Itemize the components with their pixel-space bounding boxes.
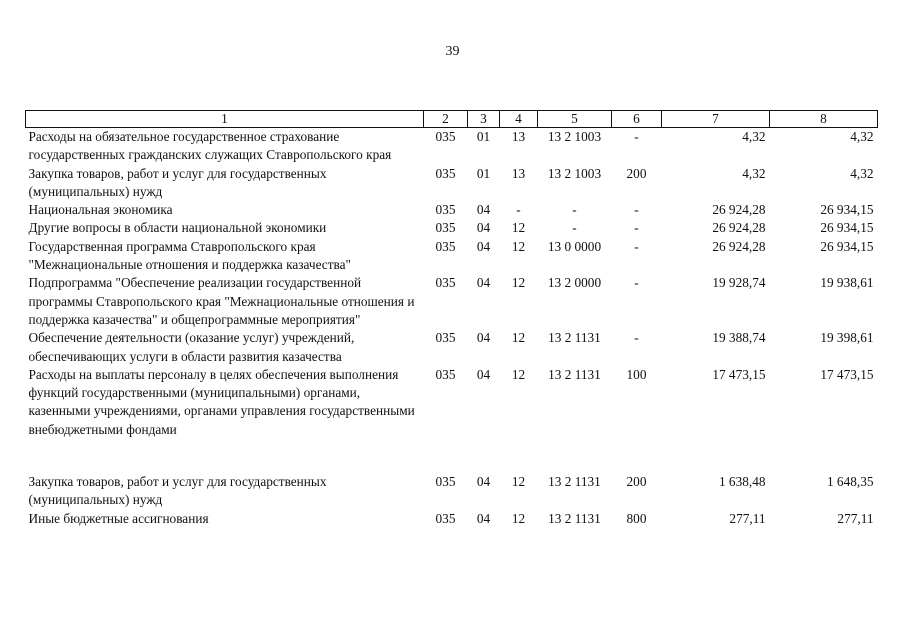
row-admin-code: 035 bbox=[435, 202, 456, 218]
row-expense-type: 200 bbox=[626, 165, 647, 181]
row-admin-code: 035 bbox=[435, 238, 456, 254]
row-subsection: - bbox=[516, 202, 521, 218]
row-amount-1: 17 473,15 bbox=[712, 366, 766, 382]
table-body bbox=[26, 128, 878, 528]
row-amount-1: 26 924,28 bbox=[712, 202, 766, 218]
table-row bbox=[26, 329, 878, 366]
row-expense-type: - bbox=[634, 238, 639, 254]
row-amount-2: 17 473,15 bbox=[820, 366, 874, 382]
row-expense-type: - bbox=[634, 275, 639, 291]
row-section: 04 bbox=[476, 220, 491, 236]
row-expense-type: 800 bbox=[626, 510, 647, 526]
row-name: Обеспечение деятельности (оказание услуг) учреждений, обеспечивающих услуги в области развития казачества bbox=[28, 330, 355, 364]
table-row bbox=[26, 366, 878, 473]
row-amount-2: 19 938,61 bbox=[820, 275, 874, 291]
table-row bbox=[26, 238, 878, 275]
row-amount-2: 4,32 bbox=[850, 129, 874, 144]
row-expense-type: - bbox=[634, 330, 639, 346]
row-name: Национальная экономика bbox=[28, 202, 173, 218]
row-name: Подпрограмма "Обеспечение реализации государственной программы Ставропольского края "Межнациональные отношения и поддержка казачества" и общепрограммные мероприятия" bbox=[28, 275, 415, 327]
row-target-article: 13 2 1003 bbox=[547, 165, 602, 181]
row-amount-2: 26 934,15 bbox=[820, 220, 874, 236]
row-target-article: - bbox=[572, 220, 577, 236]
row-amount-1: 26 924,28 bbox=[712, 238, 766, 254]
row-admin-code: 035 bbox=[435, 165, 456, 181]
row-amount-1: 277,11 bbox=[729, 510, 766, 526]
row-amount-2: 4,32 bbox=[850, 165, 874, 181]
row-name: Закупка товаров, работ и услуг для государственных (муниципальных) нужд bbox=[28, 165, 327, 199]
header-row bbox=[26, 111, 878, 128]
row-amount-2: 1 648,35 bbox=[826, 474, 874, 490]
header-col-2: 2 bbox=[424, 111, 468, 128]
header-col-4: 4 bbox=[500, 111, 538, 128]
row-name: Расходы на выплаты персоналу в целях обеспечения выполнения функций государственными (муниципальными) органами, казенными учреждениями, органами управления государственными внебюджетными фондами bbox=[28, 366, 415, 437]
row-target-article: 13 2 1003 bbox=[547, 129, 602, 144]
row-expense-type: - bbox=[634, 202, 639, 218]
page-number: 39 bbox=[445, 44, 460, 59]
row-admin-code: 035 bbox=[435, 129, 456, 144]
row-section: 04 bbox=[476, 510, 491, 526]
table-header bbox=[26, 111, 878, 128]
row-expense-type: 200 bbox=[626, 474, 647, 490]
row-section: 04 bbox=[476, 330, 491, 346]
row-amount-2: 19 398,61 bbox=[820, 330, 874, 346]
row-name: Иные бюджетные ассигнования bbox=[28, 510, 209, 526]
row-subsection: 12 bbox=[511, 275, 526, 291]
row-expense-type: - bbox=[634, 220, 639, 236]
row-amount-1: 4,32 bbox=[742, 165, 766, 181]
table-row bbox=[26, 219, 878, 237]
header-col-5: 5 bbox=[538, 111, 612, 128]
row-section: 04 bbox=[476, 238, 491, 254]
row-admin-code: 035 bbox=[435, 510, 456, 526]
row-subsection: 13 bbox=[511, 129, 526, 144]
row-admin-code: 035 bbox=[435, 220, 456, 236]
table-row bbox=[26, 165, 878, 202]
row-expense-type: - bbox=[634, 129, 639, 144]
header-col-6: 6 bbox=[612, 111, 662, 128]
header-col-8: 8 bbox=[770, 111, 878, 128]
table-row bbox=[26, 274, 878, 329]
table-row bbox=[26, 128, 878, 165]
row-target-article: - bbox=[572, 202, 577, 218]
header-col-1: 1 bbox=[26, 111, 424, 128]
row-section: 04 bbox=[476, 202, 491, 218]
table-row bbox=[26, 201, 878, 219]
row-amount-2: 277,11 bbox=[837, 510, 874, 526]
row-target-article: 13 2 1131 bbox=[548, 330, 601, 346]
row-target-article: 13 2 1131 bbox=[548, 474, 601, 490]
row-target-article: 13 2 1131 bbox=[548, 366, 601, 382]
row-target-article: 13 2 0000 bbox=[547, 275, 602, 291]
row-subsection: 12 bbox=[511, 330, 526, 346]
row-name: Государственная программа Ставропольского края "Межнациональные отношения и поддержка казачества" bbox=[28, 238, 351, 273]
row-expense-type: 100 bbox=[626, 366, 647, 382]
row-subsection: 12 bbox=[511, 220, 526, 236]
budget-table bbox=[25, 110, 878, 528]
row-target-article: 13 0 0000 bbox=[547, 238, 602, 254]
row-section: 04 bbox=[476, 474, 491, 490]
row-name: Другие вопросы в области национальной экономики bbox=[28, 220, 327, 236]
row-admin-code: 035 bbox=[435, 474, 456, 490]
row-admin-code: 035 bbox=[435, 366, 456, 382]
row-section: 01 bbox=[476, 129, 491, 144]
header-col-3: 3 bbox=[468, 111, 500, 128]
row-subsection: 12 bbox=[511, 510, 526, 526]
row-section: 04 bbox=[476, 275, 491, 291]
row-name: Расходы на обязательное государственное страхование государственных гражданских служащих Ставропольского края bbox=[28, 129, 392, 163]
header-col-7: 7 bbox=[662, 111, 770, 128]
row-section: 04 bbox=[476, 366, 491, 382]
row-amount-1: 1 638,48 bbox=[718, 474, 766, 490]
row-target-article: 13 2 1131 bbox=[548, 510, 601, 526]
row-subsection: 12 bbox=[511, 238, 526, 254]
table-row bbox=[26, 473, 878, 510]
row-admin-code: 035 bbox=[435, 330, 456, 346]
row-amount-2: 26 934,15 bbox=[820, 238, 874, 254]
row-amount-1: 4,32 bbox=[742, 129, 766, 144]
row-amount-1: 26 924,28 bbox=[712, 220, 766, 236]
row-section: 01 bbox=[476, 165, 491, 181]
row-name: Закупка товаров, работ и услуг для государственных (муниципальных) нужд bbox=[28, 474, 327, 508]
row-amount-2: 26 934,15 bbox=[820, 202, 874, 218]
row-amount-1: 19 388,74 bbox=[712, 330, 766, 346]
row-subsection: 13 bbox=[511, 165, 526, 181]
row-admin-code: 035 bbox=[435, 275, 456, 291]
row-subsection: 12 bbox=[511, 474, 526, 490]
table-row bbox=[26, 510, 878, 528]
row-subsection: 12 bbox=[511, 366, 526, 382]
row-amount-1: 19 928,74 bbox=[712, 275, 766, 291]
